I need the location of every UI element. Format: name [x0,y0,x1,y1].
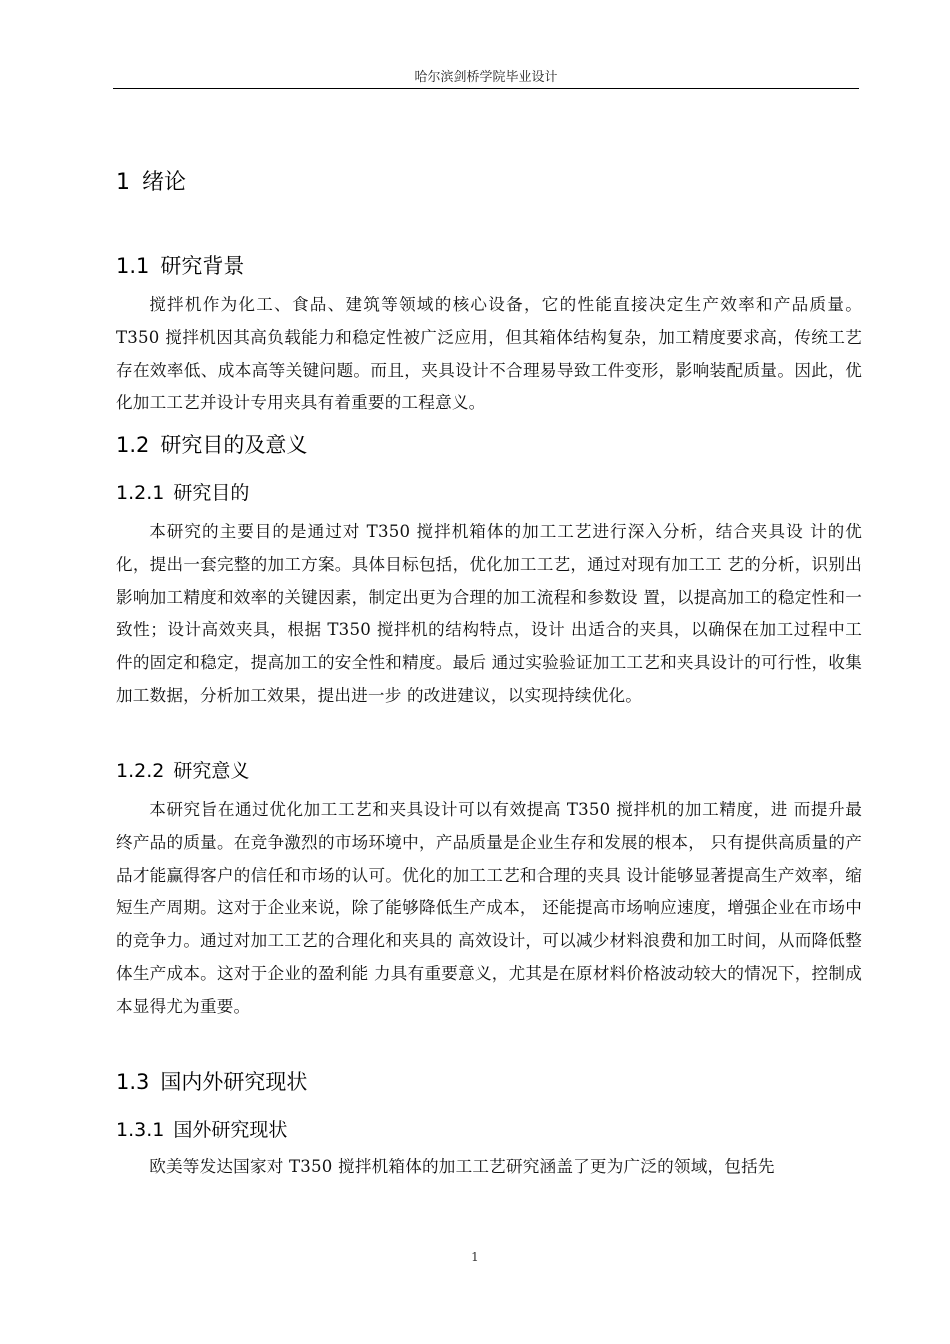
subsection-number: 1.3.1 [116,1119,165,1141]
section-title: 研究目的及意义 [160,433,308,457]
subsection-title: 研究意义 [173,760,250,782]
section-heading-1-1 [116,250,244,280]
subsection-heading-1-2-2 [116,756,249,783]
section-number: 1.3 [116,1070,150,1094]
chapter-number: 1 [116,170,130,195]
subsection-heading-1-3-1 [116,1115,287,1142]
subsection-number: 1.2.1 [116,482,165,504]
subsection-heading-1-2-1 [116,478,249,505]
page-header: 哈尔滨剑桥学院毕业设计 [414,70,558,85]
chapter-heading [116,165,186,196]
paragraph-background: 搅拌机作为化工、食品、建筑等领域的核心设备，它的性能直接决定生产效率和产品质量。T350 搅拌机因其高负载能力和稳定性被广泛应用，但其箱体结构复杂，加工精度要求高，传统工艺存在效率低、成本高等关键问题。而且，夹具设计不合理易导致工件变形，影响装配质量。因此，优化加工工艺并设计专用夹具有着重要的工程意义。 [116,295,862,413]
paragraph-purpose: 本研究的主要目的是通过对 T350 搅拌机箱体的加工工艺进行深入分析，结合夹具设 计的优化，提出一套完整的加工方案。具体目标包括，优化加工工艺，通过对现有加工工 艺的分析，识别出影响加工精度和效率的关键因素，制定出更为合理的加工流程和参数设 置，以提高加工的稳定性和一致性；设计高效夹具，根据 T350 搅拌机的结构特点，设计 出适合的夹具，以确保在加工过程中工件的固定和稳定，提高加工的安全性和精度。最后 通过实验验证加工工艺和夹具设计的可行性，收集加工数据，分析加工效果，提出进一步 的改进建议，以实现持续优化。 [116,522,862,705]
section-number: 1.2 [116,433,150,457]
section-title: 研究背景 [160,254,245,278]
paragraph-significance: 本研究旨在通过优化加工工艺和夹具设计可以有效提高 T350 搅拌机的加工精度，进 而提升最终产品的质量。在竞争激烈的市场环境中，产品质量是企业生存和发展的根本， 只有提供高质量的产品才能赢得客户的信任和市场的认可。优化的加工工艺和合理的夹具 设计能够显著提高生产效率，缩短生产周期。这对于企业来说，除了能够降低生产成本， 还能提高市场响应速度，增强企业在市场中的竞争力。通过对加工工艺的合理化和夹具的 高效设计，可以减少材料浪费和加工时间，从而降低整体生产成本。这对于企业的盈利能 力具有重要意义，尤其是在原材料价格波动较大的情况下，控制成本显得尤为重要。 [116,800,862,1016]
section-heading-1-2 [116,429,307,459]
section-number: 1.1 [116,254,150,278]
subsection-title: 研究目的 [173,482,250,504]
subsection-title: 国外研究现状 [173,1119,288,1141]
section-title: 国内外研究现状 [160,1070,308,1094]
chapter-title: 绪论 [142,170,187,195]
paragraph-foreign-research: 欧美等发达国家对 T350 搅拌机箱体的加工工艺研究涵盖了更为广泛的领域，包括先 [149,1157,775,1176]
header-divider [113,88,859,89]
page-number: 1 [471,1250,479,1264]
subsection-number: 1.2.2 [116,760,165,782]
section-heading-1-3 [116,1066,307,1096]
